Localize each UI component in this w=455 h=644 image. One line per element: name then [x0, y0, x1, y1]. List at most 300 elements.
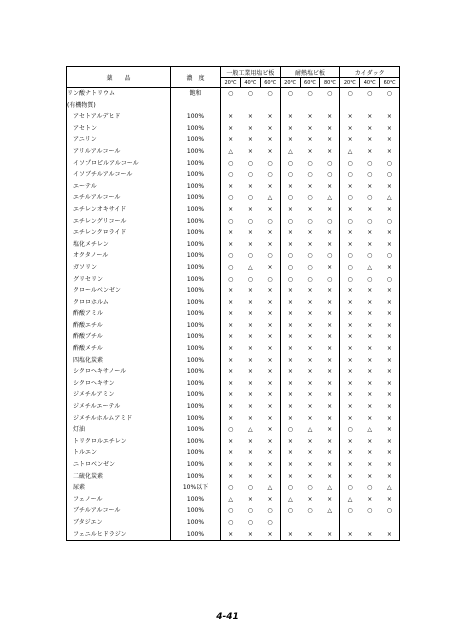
chemical-name: クロールベンゼン [67, 285, 171, 297]
resistance-rating: × [327, 124, 333, 132]
resistance-rating: ○ [267, 252, 273, 260]
resistance-rating: × [327, 449, 333, 457]
resistance-rating: × [340, 297, 360, 309]
chemical-name: 酢酸ブチル [67, 331, 171, 343]
resistance-rating: × [221, 378, 241, 390]
resistance-rating: ○ [380, 250, 400, 262]
concentration-value: 100% [171, 355, 221, 367]
concentration-value: 100% [171, 378, 221, 390]
resistance-rating: × [247, 391, 253, 399]
resistance-rating: × [247, 403, 253, 411]
resistance-rating: × [280, 413, 300, 425]
table-row [67, 436, 400, 448]
concentration-value: 100% [171, 471, 221, 483]
resistance-rating: × [327, 182, 333, 190]
resistance-rating: × [280, 529, 300, 541]
resistance-rating: × [340, 181, 360, 193]
chemical-name: 四塩化炭素 [67, 355, 171, 367]
resistance-rating: × [307, 124, 313, 132]
resistance-rating: △ [380, 482, 400, 494]
resistance-rating: × [280, 285, 300, 297]
chemical-name: トルエン [67, 447, 171, 459]
resistance-rating: × [380, 285, 400, 297]
resistance-rating: △ [267, 484, 273, 492]
resistance-rating: × [327, 379, 333, 387]
table-row [67, 216, 400, 228]
chemical-name: ブタジエン [67, 517, 171, 529]
table-row [67, 134, 400, 146]
resistance-rating: ○ [280, 169, 300, 181]
table-row [67, 158, 400, 170]
resistance-rating: × [267, 113, 273, 121]
resistance-rating: × [307, 287, 313, 295]
resistance-rating: ○ [280, 192, 300, 204]
resistance-rating: × [327, 287, 333, 295]
resistance-rating: × [307, 495, 313, 503]
resistance-rating: × [267, 403, 273, 411]
concentration-value: 100% [171, 111, 221, 123]
resistance-rating: △ [248, 263, 253, 271]
resistance-rating: × [327, 147, 333, 155]
resistance-rating: × [280, 459, 300, 471]
resistance-rating: × [367, 182, 373, 190]
resistance-rating: × [247, 205, 253, 213]
table-row [67, 169, 400, 181]
resistance-rating: × [267, 229, 273, 237]
resistance-rating: ○ [307, 275, 313, 283]
resistance-rating: × [380, 320, 400, 332]
concentration-value: 100% [171, 297, 221, 309]
resistance-rating: ○ [327, 171, 333, 179]
concentration-value: 100% [171, 413, 221, 425]
concentration-value: 100% [171, 308, 221, 320]
resistance-rating: ○ [307, 159, 313, 167]
resistance-rating: × [307, 368, 313, 376]
resistance-rating: × [267, 182, 273, 190]
concentration-value: 100% [171, 529, 221, 541]
resistance-rating: × [247, 287, 253, 295]
resistance-rating: × [367, 414, 373, 422]
resistance-rating: × [327, 345, 333, 353]
resistance-rating: × [221, 297, 241, 309]
resistance-rating: × [267, 356, 273, 364]
chemical-name: 酢酸メチル [67, 343, 171, 355]
resistance-rating: × [340, 331, 360, 343]
resistance-rating: × [280, 447, 300, 459]
resistance-rating: × [340, 459, 360, 471]
resistance-rating: × [327, 333, 333, 341]
table-row [67, 459, 400, 471]
resistance-rating: ○ [280, 216, 300, 228]
resistance-rating: × [307, 345, 313, 353]
resistance-rating: × [221, 471, 241, 483]
resistance-rating: × [267, 391, 273, 399]
chemical-name: ニトロベンゼン [67, 459, 171, 471]
table-row [67, 88, 400, 100]
concentration-value: 100% [171, 146, 221, 158]
resistance-rating: ○ [280, 158, 300, 170]
resistance-rating: ○ [320, 88, 340, 100]
resistance-rating: × [280, 378, 300, 390]
table-row [67, 447, 400, 459]
resistance-rating: × [380, 204, 400, 216]
resistance-rating: × [280, 401, 300, 413]
resistance-rating: ○ [221, 274, 241, 286]
resistance-rating [340, 517, 360, 529]
table-row [67, 482, 400, 494]
chemical-name: イソブチルアルコール [67, 169, 171, 181]
resistance-rating: × [380, 355, 400, 367]
resistance-rating: × [221, 134, 241, 146]
resistance-rating: × [380, 471, 400, 483]
resistance-rating: × [247, 449, 253, 457]
resistance-rating: × [307, 391, 313, 399]
resistance-rating: × [247, 368, 253, 376]
resistance-rating: ○ [380, 88, 400, 100]
resistance-rating: × [221, 239, 241, 251]
resistance-rating: × [327, 240, 333, 248]
resistance-rating: × [280, 308, 300, 320]
resistance-rating: ○ [221, 158, 241, 170]
resistance-rating: × [367, 229, 373, 237]
resistance-rating: ○ [340, 424, 360, 436]
resistance-rating: × [327, 426, 333, 434]
resistance-rating: ○ [221, 517, 241, 529]
resistance-rating: × [267, 437, 273, 445]
resistance-rating: × [340, 123, 360, 135]
resistance-rating: × [327, 113, 333, 121]
resistance-rating: ○ [380, 216, 400, 228]
resistance-rating: × [380, 424, 400, 436]
resistance-rating: × [267, 426, 273, 434]
resistance-rating: × [247, 124, 253, 132]
chemical-name: フェニルヒドラジン [67, 529, 171, 541]
temp-header: 60℃ [300, 78, 320, 88]
resistance-rating: × [327, 461, 333, 468]
resistance-rating: ○ [367, 484, 373, 492]
temp-header: 80℃ [320, 78, 340, 88]
resistance-rating: × [340, 134, 360, 146]
resistance-rating: ○ [247, 217, 253, 225]
resistance-rating: × [307, 414, 313, 422]
resistance-rating: × [280, 471, 300, 483]
resistance-rating: ○ [267, 275, 273, 283]
resistance-rating: × [247, 310, 253, 318]
table-row [67, 204, 400, 216]
resistance-rating: × [380, 123, 400, 135]
resistance-rating: × [380, 111, 400, 123]
resistance-rating: × [221, 308, 241, 320]
resistance-rating: × [280, 227, 300, 239]
resistance-rating: × [221, 459, 241, 471]
concentration-column-header: 濃 度 [171, 67, 221, 88]
resistance-rating: × [247, 379, 253, 387]
table-row [67, 401, 400, 413]
resistance-rating: ○ [380, 274, 400, 286]
table-row [67, 181, 400, 193]
table-row [67, 250, 400, 262]
concentration-value: 100% [171, 447, 221, 459]
resistance-rating: × [367, 449, 373, 457]
resistance-rating: × [307, 240, 313, 248]
chemical-name: エチルアルコール [67, 192, 171, 204]
resistance-rating: ○ [221, 216, 241, 228]
resistance-rating: × [267, 124, 273, 132]
resistance-rating: × [267, 298, 273, 306]
temp-header: 40℃ [360, 78, 380, 88]
chemical-column-header: 薬 品 [67, 67, 171, 88]
resistance-rating: △ [380, 192, 400, 204]
resistance-rating: × [221, 529, 241, 541]
resistance-rating: × [307, 113, 313, 121]
resistance-rating: × [247, 182, 253, 190]
resistance-rating: △ [221, 494, 241, 506]
concentration-value: 100% [171, 158, 221, 170]
resistance-rating [240, 100, 260, 112]
resistance-rating: × [340, 401, 360, 413]
resistance-rating: ○ [307, 171, 313, 179]
resistance-rating: ○ [340, 505, 360, 517]
table-row [67, 355, 400, 367]
resistance-rating: ○ [327, 252, 333, 260]
chemical-name: トリクロルエチレン [67, 436, 171, 448]
temp-header: 20℃ [221, 78, 241, 88]
resistance-rating: × [307, 298, 313, 306]
resistance-rating: × [380, 366, 400, 378]
table-row [67, 100, 400, 112]
resistance-rating: ○ [267, 171, 273, 179]
resistance-rating: × [307, 379, 313, 387]
chemical-name: ジメチルエーテル [67, 401, 171, 413]
resistance-rating: × [221, 331, 241, 343]
resistance-rating: × [280, 331, 300, 343]
resistance-rating: × [307, 437, 313, 445]
resistance-rating: × [327, 229, 333, 237]
resistance-rating: × [267, 379, 273, 387]
resistance-rating: × [327, 298, 333, 306]
resistance-rating: × [307, 472, 313, 480]
resistance-rating: × [240, 529, 260, 541]
resistance-rating: × [380, 447, 400, 459]
concentration-value: 100% [171, 239, 221, 251]
resistance-rating: × [380, 401, 400, 413]
concentration-value [171, 100, 221, 112]
section-label: (有機物質) [67, 100, 171, 112]
table-row [67, 471, 400, 483]
resistance-rating: ○ [367, 171, 373, 179]
resistance-rating: × [380, 378, 400, 390]
chemical-name: 二硫化炭素 [67, 471, 171, 483]
resistance-rating: × [367, 298, 373, 306]
chemical-resistance-table [66, 66, 400, 541]
resistance-rating: × [247, 136, 253, 144]
chemical-name: 塩化メチレン [67, 239, 171, 251]
resistance-rating: ○ [221, 482, 241, 494]
resistance-rating: ○ [340, 262, 360, 274]
resistance-rating: × [367, 321, 373, 329]
resistance-rating [221, 100, 241, 112]
resistance-rating: × [307, 321, 313, 329]
resistance-rating: × [221, 343, 241, 355]
resistance-rating: × [247, 113, 253, 121]
resistance-rating: × [280, 297, 300, 309]
resistance-rating: × [247, 461, 253, 468]
table-row [67, 505, 400, 517]
resistance-rating [360, 517, 380, 529]
resistance-rating [280, 517, 300, 529]
chemical-name: フェノール [67, 494, 171, 506]
resistance-rating: × [367, 124, 373, 132]
resistance-rating: ○ [280, 88, 300, 100]
chemical-name: エチレンクロライド [67, 227, 171, 239]
resistance-rating: ○ [307, 194, 313, 202]
chemical-name: ジメチルアミン [67, 389, 171, 401]
table-header [67, 67, 400, 88]
resistance-rating: ○ [221, 505, 241, 517]
concentration-value: 100% [171, 505, 221, 517]
resistance-rating: × [367, 147, 373, 155]
concentration-value: 100% [171, 436, 221, 448]
resistance-rating: ○ [367, 194, 373, 202]
resistance-rating: × [267, 368, 273, 376]
resistance-rating: × [267, 345, 273, 353]
resistance-rating: × [367, 113, 373, 121]
concentration-value: 100% [171, 169, 221, 181]
table-row [67, 308, 400, 320]
table-row [67, 494, 400, 506]
concentration-value: 100% [171, 216, 221, 228]
resistance-rating: × [380, 459, 400, 471]
resistance-rating: × [307, 229, 313, 237]
resistance-rating: × [221, 320, 241, 332]
resistance-rating: ○ [367, 252, 373, 260]
resistance-rating: × [367, 287, 373, 295]
resistance-rating: × [367, 136, 373, 144]
chemical-name: アリルアルコール [67, 146, 171, 158]
concentration-value: 100% [171, 389, 221, 401]
resistance-rating: ○ [247, 252, 253, 260]
resistance-rating: × [380, 227, 400, 239]
resistance-rating: × [327, 321, 333, 329]
resistance-rating: ○ [280, 482, 300, 494]
resistance-rating: × [221, 366, 241, 378]
resistance-rating: × [307, 147, 313, 155]
resistance-rating: × [367, 345, 373, 353]
resistance-rating: ○ [247, 484, 253, 492]
chemical-name: 灯油 [67, 424, 171, 436]
resistance-rating: ○ [307, 507, 313, 515]
resistance-rating: × [280, 123, 300, 135]
resistance-rating: × [340, 529, 360, 541]
resistance-rating: × [367, 240, 373, 248]
resistance-rating: ○ [247, 275, 253, 283]
concentration-value: 飽和 [171, 88, 221, 100]
table-row [67, 146, 400, 158]
concentration-value: 100% [171, 459, 221, 471]
resistance-rating: × [221, 227, 241, 239]
resistance-rating: ○ [327, 275, 333, 283]
group-header-heat-resistant-pvc: 耐熱塩ビ板 [280, 67, 340, 78]
resistance-rating: ○ [221, 169, 241, 181]
page-number: 4-41 [216, 612, 239, 622]
resistance-rating: × [367, 379, 373, 387]
resistance-rating: × [340, 436, 360, 448]
resistance-rating: ○ [280, 274, 300, 286]
resistance-rating: × [327, 437, 333, 445]
concentration-value: 10%以下 [171, 482, 221, 494]
resistance-rating: △ [327, 507, 332, 515]
resistance-rating: × [280, 389, 300, 401]
resistance-rating: ○ [260, 88, 280, 100]
chemical-name: リン酸ナトリウム [67, 88, 171, 100]
resistance-rating: ○ [221, 88, 241, 100]
concentration-value: 100% [171, 181, 221, 193]
chemical-name: 酢酸アミル [67, 308, 171, 320]
chemical-name: エーテル [67, 181, 171, 193]
resistance-rating: × [367, 205, 373, 213]
chemical-name: ジメチルホルムアミド [67, 413, 171, 425]
resistance-rating: ○ [247, 507, 253, 515]
table-row [67, 123, 400, 135]
table-row [67, 424, 400, 436]
resistance-rating: × [247, 229, 253, 237]
resistance-rating: × [327, 391, 333, 399]
resistance-rating: ○ [340, 274, 360, 286]
resistance-rating: ○ [307, 263, 313, 271]
resistance-rating: △ [340, 146, 360, 158]
temp-header: 20℃ [340, 78, 360, 88]
resistance-rating: × [367, 310, 373, 318]
resistance-rating: × [327, 368, 333, 376]
resistance-rating [300, 100, 320, 112]
resistance-rating: × [340, 111, 360, 123]
resistance-rating: × [327, 414, 333, 422]
resistance-rating: ○ [221, 262, 241, 274]
resistance-rating: × [267, 495, 273, 503]
resistance-rating: × [280, 343, 300, 355]
resistance-rating: ○ [307, 217, 313, 225]
chemical-name: イソプロピルアルコール [67, 158, 171, 170]
resistance-rating: × [360, 529, 380, 541]
resistance-rating: × [367, 461, 373, 468]
resistance-rating: × [280, 366, 300, 378]
resistance-rating: × [327, 263, 333, 271]
resistance-rating: × [307, 449, 313, 457]
resistance-rating: × [380, 436, 400, 448]
table-row [67, 111, 400, 123]
resistance-rating: × [247, 345, 253, 353]
resistance-rating: △ [280, 494, 300, 506]
resistance-rating [300, 517, 320, 529]
resistance-rating: ○ [240, 88, 260, 100]
resistance-rating: × [267, 147, 273, 155]
resistance-rating: × [340, 447, 360, 459]
resistance-rating: × [267, 136, 273, 144]
resistance-rating: × [367, 472, 373, 480]
table-row [67, 227, 400, 239]
resistance-rating: ○ [340, 169, 360, 181]
resistance-rating: × [247, 321, 253, 329]
resistance-rating: ○ [247, 194, 253, 202]
concentration-value: 100% [171, 424, 221, 436]
resistance-rating: × [340, 413, 360, 425]
table-row [67, 389, 400, 401]
chemical-name: シクロヘキサン [67, 378, 171, 390]
chemical-name: シクロヘキサノール [67, 366, 171, 378]
resistance-rating [260, 100, 280, 112]
resistance-rating: × [340, 227, 360, 239]
table-row [67, 192, 400, 204]
